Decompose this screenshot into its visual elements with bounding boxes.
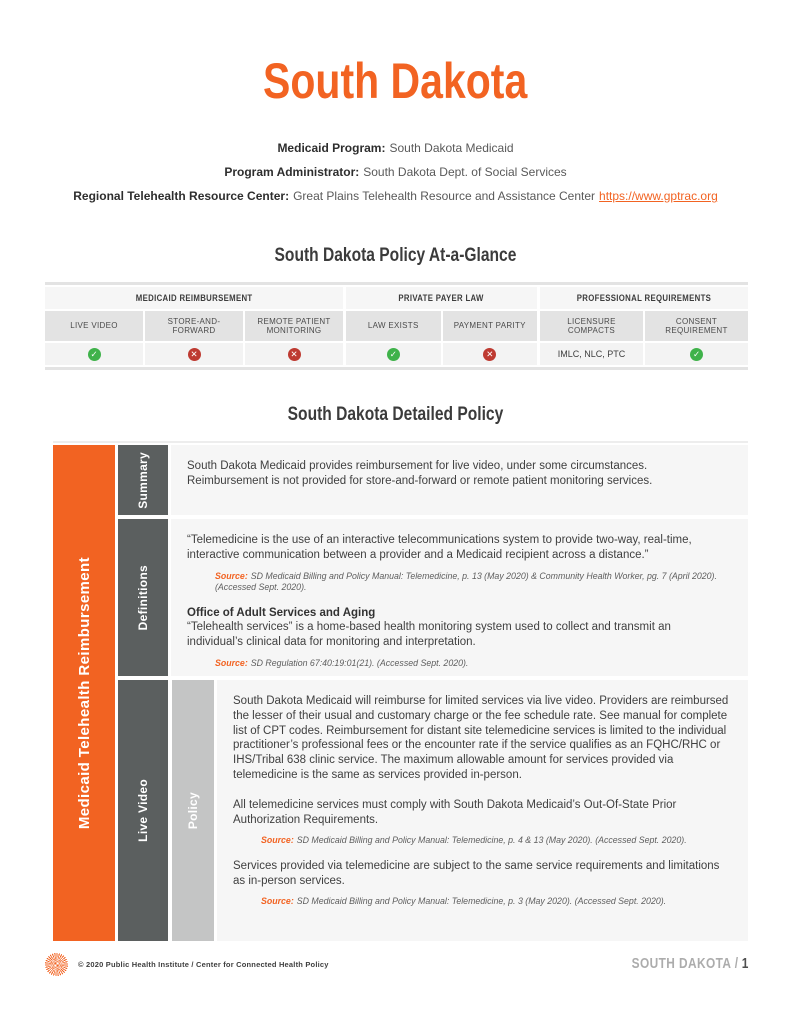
glance-subheader-cell: STORE-AND-FORWARD: [145, 311, 243, 341]
glance-group-header-text: MEDICAID REIMBURSEMENT: [135, 292, 253, 304]
source-text: SD Medicaid Billing and Policy Manual: Telemedicine, p. 13 (May 2020) & Community Health Worker, pg. 7 (April 2020). (Accessed Sept. 2020).: [215, 570, 717, 593]
glance-group: [45, 287, 343, 365]
footer-left: [45, 953, 329, 976]
glance-group-header: [45, 287, 343, 309]
category-bar-medicaid-telehealth-reimbursement: [53, 445, 115, 941]
source-text: SD Regulation 67:40:19:01(21). (Accessed Sept. 2020).: [250, 657, 469, 668]
glance-value-row: [45, 343, 343, 365]
glance-subheader-cell: CONSENT REQUIREMENT: [645, 311, 748, 341]
check-icon: ✓: [690, 348, 703, 361]
paragraph: “Telemedicine is the use of an interactive telecommunications system to provide two-way, real-time, interactive communication between a provider and a Medicaid recipient across a distance.”: [187, 534, 692, 561]
source-label: Source:: [215, 657, 248, 668]
source-label: Source:: [215, 570, 248, 581]
detail-row-live-video: [118, 680, 748, 941]
category-label: Medicaid Telehealth Reimbursement: [75, 556, 93, 830]
subheading: Office of Adult Services and Aging: [187, 606, 376, 619]
glance-value-cell: [645, 343, 748, 365]
policy-at-a-glance-table: [45, 282, 748, 370]
glance-group: [540, 287, 748, 365]
glance-heading: [0, 245, 791, 267]
row-sublabel-bar: [172, 680, 214, 941]
cross-icon: ✕: [188, 348, 201, 361]
row-label: Live Video: [136, 779, 150, 842]
glance-subheader-cell: REMOTE PATIENT MONITORING: [245, 311, 343, 341]
row-sublabel: Policy: [186, 791, 200, 830]
glance-value-row: [540, 343, 748, 365]
cross-icon: ✕: [288, 348, 301, 361]
detailed-rows: [118, 445, 748, 941]
glance-value-cell: [443, 343, 538, 365]
row-label-bar: [118, 445, 168, 515]
page-footer: [45, 948, 748, 980]
glance-group-header: [540, 287, 748, 309]
meta-row: [0, 140, 791, 156]
paragraph: “Telehealth services” is a home-based health monitoring system used to collect and transmit an individual’s clinical data for monitoring and interpretation.: [187, 621, 671, 649]
source-text: SD Medicaid Billing and Policy Manual: Telemedicine, p. 4 & 13 (May 2020). (Accessed Sept. 2020).: [296, 835, 687, 846]
glance-heading-text: South Dakota Policy At-a-Glance: [274, 245, 517, 266]
meta-label: Program Administrator:: [224, 165, 360, 179]
detail-row-summary: [118, 445, 748, 515]
meta-label: Regional Telehealth Resource Center:: [73, 189, 290, 203]
meta-row: [0, 164, 791, 180]
glance-group-header-text: PROFESSIONAL REQUIREMENTS: [576, 292, 712, 304]
glance-subheader-cell: LAW EXISTS: [346, 311, 441, 341]
copyright-text: © 2020 Public Health Institute / Center for Connected Health Policy: [78, 959, 329, 969]
glance-subheader-cell: LIVE VIDEO: [45, 311, 143, 341]
row-label-bar: [118, 519, 168, 676]
meta-label: Medicaid Program:: [277, 141, 386, 155]
glance-value-cell: [145, 343, 243, 365]
paragraph: South Dakota Medicaid provides reimbursement for live video, under some circumstances. Reimbursement is not provided for store-and-forward or remote patient monitoring services.: [187, 460, 653, 487]
licensure-compacts-value: IMLC, NLC, PTC: [557, 349, 626, 359]
glance-subheader-row: [45, 311, 343, 341]
detail-row-definitions: [118, 519, 748, 676]
program-meta: [0, 140, 791, 212]
state-label: SOUTH DAKOTA /: [631, 956, 739, 972]
page-label: [606, 956, 748, 972]
page-title-text: South Dakota: [263, 53, 528, 109]
glance-value-cell: [45, 343, 143, 365]
cross-icon: ✕: [483, 348, 496, 361]
check-icon: ✓: [88, 348, 101, 361]
paragraph: All telemedicine services must comply with South Dakota Medicaid’s Out-Of-State Prior Authorization Requirements.: [233, 798, 677, 826]
check-icon: ✓: [387, 348, 400, 361]
meta-row: [0, 188, 791, 204]
glance-subheader-cell: PAYMENT PARITY: [443, 311, 538, 341]
source-label: Source:: [261, 896, 294, 907]
glance-value-cell: [346, 343, 441, 365]
cchp-sunburst-logo-icon: [45, 953, 68, 976]
detailed-heading: [0, 404, 791, 426]
source-citation: [215, 658, 730, 670]
detailed-heading-text: South Dakota Detailed Policy: [287, 404, 504, 425]
row-content: [171, 445, 748, 515]
glance-group-header-text: PRIVATE PAYER LAW: [398, 292, 485, 304]
glance-subheader-cell: LICENSURE COMPACTS: [540, 311, 643, 341]
source-citation: [261, 835, 730, 847]
row-content: [217, 680, 748, 941]
meta-value: South Dakota Medicaid: [389, 141, 514, 155]
paragraph: Services provided via telemedicine are subject to the same service requirements and limitations as in-person services.: [233, 859, 720, 887]
source-citation: [215, 571, 730, 594]
gptrac-link[interactable]: https://www.gptrac.org: [599, 189, 718, 203]
meta-value: Great Plains Telehealth Resource and Assistance Center: [293, 189, 596, 203]
glance-subheader-row: [540, 311, 748, 341]
row-label: Definitions: [136, 564, 150, 631]
detailed-policy-table: [53, 441, 748, 941]
glance-subheader-row: [346, 311, 537, 341]
row-content: [171, 519, 748, 676]
source-label: Source:: [261, 835, 294, 846]
meta-value: South Dakota Dept. of Social Services: [363, 165, 567, 179]
source-citation: [261, 896, 730, 908]
source-text: SD Medicaid Billing and Policy Manual: Telemedicine, p. 3 (May 2020). (Accessed Sept. 2020).: [296, 896, 667, 907]
row-label: Summary: [136, 451, 150, 509]
page-number: 1: [741, 956, 748, 972]
glance-group: [346, 287, 537, 365]
glance-value-cell: [540, 343, 643, 365]
paragraph: South Dakota Medicaid will reimburse for limited services via live video. Providers are reimbursed the lesser of their usual and customary charge or the fee schedule rate. See manual for complete list of CPT codes. Reimbursement for distant site telemedicine services is limited to the individual practitioner’s professional fees or the encounter rate if the service qualifies as an FQHC/RHC or IHS/Tribal 638 clinic service. The maximum allowable amount for services provided via telemedicine is the same as services provided in-person.: [233, 695, 729, 781]
glance-group-header: [346, 287, 537, 309]
glance-value-row: [346, 343, 537, 365]
glance-value-cell: [245, 343, 343, 365]
page-title: [0, 52, 791, 110]
row-label-bar: [118, 680, 168, 941]
page-label-text: [631, 956, 748, 972]
